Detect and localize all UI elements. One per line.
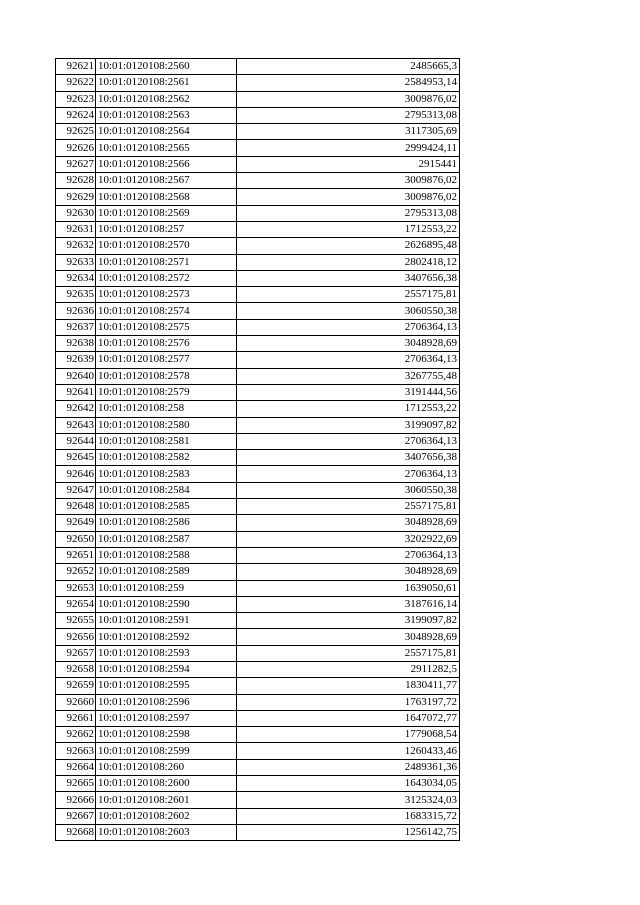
table-row [56, 270, 460, 286]
row-number-cell: 92638 [56, 336, 96, 352]
cadastral-number-cell: 10:01:0120108:2564 [96, 124, 237, 140]
row-number-cell: 92627 [56, 156, 96, 172]
value-cell: 3407656,38 [237, 450, 460, 466]
cadastral-number-cell: 10:01:0120108:2574 [96, 303, 237, 319]
row-number-cell: 92633 [56, 254, 96, 270]
table-row [56, 743, 460, 759]
table-row [56, 678, 460, 694]
row-number-cell: 92668 [56, 824, 96, 840]
value-cell: 2706364,13 [237, 352, 460, 368]
cadastral-number-cell: 10:01:0120108:2579 [96, 384, 237, 400]
row-number-cell: 92663 [56, 743, 96, 759]
row-number-cell: 92625 [56, 124, 96, 140]
cadastral-number-cell: 10:01:0120108:2561 [96, 75, 237, 91]
cadastral-number-cell: 10:01:0120108:2567 [96, 173, 237, 189]
value-cell: 2802418,12 [237, 254, 460, 270]
row-number-cell: 92631 [56, 221, 96, 237]
value-cell: 2795313,08 [237, 205, 460, 221]
cadastral-number-cell: 10:01:0120108:2560 [96, 59, 237, 75]
row-number-cell: 92632 [56, 238, 96, 254]
row-number-cell: 92650 [56, 531, 96, 547]
row-number-cell: 92644 [56, 433, 96, 449]
table-row [56, 776, 460, 792]
value-cell: 2795313,08 [237, 107, 460, 123]
row-number-cell: 92652 [56, 564, 96, 580]
row-number-cell: 92664 [56, 759, 96, 775]
table-row [56, 107, 460, 123]
cadastral-number-cell: 10:01:0120108:2584 [96, 482, 237, 498]
cadastral-number-cell: 10:01:0120108:2568 [96, 189, 237, 205]
row-number-cell: 92645 [56, 450, 96, 466]
value-cell: 3048928,69 [237, 629, 460, 645]
cadastral-number-cell: 10:01:0120108:260 [96, 759, 237, 775]
table-row [56, 75, 460, 91]
row-number-cell: 92649 [56, 515, 96, 531]
row-number-cell: 92624 [56, 107, 96, 123]
value-cell: 3202922,69 [237, 531, 460, 547]
cadastral-number-cell: 10:01:0120108:2591 [96, 613, 237, 629]
table-row [56, 221, 460, 237]
row-number-cell: 92647 [56, 482, 96, 498]
value-cell: 1639050,61 [237, 580, 460, 596]
cadastral-number-cell: 10:01:0120108:2572 [96, 270, 237, 286]
table-row [56, 629, 460, 645]
value-cell: 3125324,03 [237, 792, 460, 808]
cadastral-number-cell: 10:01:0120108:259 [96, 580, 237, 596]
table-row [56, 384, 460, 400]
table-row [56, 661, 460, 677]
cadastral-number-cell: 10:01:0120108:257 [96, 221, 237, 237]
value-cell: 2706364,13 [237, 433, 460, 449]
cadastral-number-cell: 10:01:0120108:2576 [96, 336, 237, 352]
table-row [56, 808, 460, 824]
value-cell: 2557175,81 [237, 499, 460, 515]
table-row [56, 205, 460, 221]
value-cell: 2706364,13 [237, 547, 460, 563]
cadastral-number-cell: 10:01:0120108:2580 [96, 417, 237, 433]
cadastral-number-cell: 10:01:0120108:2600 [96, 776, 237, 792]
value-cell: 2584953,14 [237, 75, 460, 91]
cadastral-number-cell: 10:01:0120108:2596 [96, 694, 237, 710]
table-row [56, 189, 460, 205]
table-row [56, 401, 460, 417]
row-number-cell: 92661 [56, 710, 96, 726]
value-cell: 2485665,3 [237, 59, 460, 75]
table-row [56, 547, 460, 563]
cadastral-number-cell: 10:01:0120108:2598 [96, 727, 237, 743]
cadastral-number-cell: 10:01:0120108:2597 [96, 710, 237, 726]
table-row [56, 173, 460, 189]
row-number-cell: 92651 [56, 547, 96, 563]
value-cell: 1779068,54 [237, 727, 460, 743]
row-number-cell: 92660 [56, 694, 96, 710]
table-row [56, 645, 460, 661]
row-number-cell: 92655 [56, 613, 96, 629]
table-row [56, 352, 460, 368]
value-cell: 2557175,81 [237, 645, 460, 661]
row-number-cell: 92637 [56, 319, 96, 335]
table-row [56, 450, 460, 466]
table-row [56, 156, 460, 172]
cadastral-number-cell: 10:01:0120108:2602 [96, 808, 237, 824]
table-row [56, 59, 460, 75]
cadastral-number-cell: 10:01:0120108:258 [96, 401, 237, 417]
value-cell: 1643034,05 [237, 776, 460, 792]
value-cell: 1256142,75 [237, 824, 460, 840]
table-row [56, 238, 460, 254]
table-row [56, 727, 460, 743]
cadastral-number-cell: 10:01:0120108:2592 [96, 629, 237, 645]
row-number-cell: 92622 [56, 75, 96, 91]
cadastral-number-cell: 10:01:0120108:2585 [96, 499, 237, 515]
value-cell: 1830411,77 [237, 678, 460, 694]
row-number-cell: 92653 [56, 580, 96, 596]
cadastral-number-cell: 10:01:0120108:2562 [96, 91, 237, 107]
value-cell: 3117305,69 [237, 124, 460, 140]
table-row [56, 417, 460, 433]
cadastral-number-cell: 10:01:0120108:2563 [96, 107, 237, 123]
row-number-cell: 92662 [56, 727, 96, 743]
cadastral-number-cell: 10:01:0120108:2581 [96, 433, 237, 449]
row-number-cell: 92621 [56, 59, 96, 75]
row-number-cell: 92642 [56, 401, 96, 417]
table-body [56, 59, 460, 841]
table-row [56, 596, 460, 612]
value-cell: 1683315,72 [237, 808, 460, 824]
value-cell: 2557175,81 [237, 287, 460, 303]
table-row [56, 466, 460, 482]
cadastral-number-cell: 10:01:0120108:2586 [96, 515, 237, 531]
value-cell: 3048928,69 [237, 564, 460, 580]
row-number-cell: 92643 [56, 417, 96, 433]
table-row [56, 482, 460, 498]
value-cell: 1712553,22 [237, 401, 460, 417]
table-row [56, 564, 460, 580]
value-cell: 3009876,02 [237, 173, 460, 189]
row-number-cell: 92654 [56, 596, 96, 612]
row-number-cell: 92641 [56, 384, 96, 400]
cadastral-number-cell: 10:01:0120108:2575 [96, 319, 237, 335]
table-row [56, 254, 460, 270]
table-row [56, 824, 460, 840]
value-cell: 3060550,38 [237, 303, 460, 319]
table-row [56, 613, 460, 629]
table-row [56, 710, 460, 726]
table-row [56, 140, 460, 156]
value-cell: 2999424,11 [237, 140, 460, 156]
row-number-cell: 92634 [56, 270, 96, 286]
row-number-cell: 92639 [56, 352, 96, 368]
cadastral-number-cell: 10:01:0120108:2594 [96, 661, 237, 677]
cadastral-number-cell: 10:01:0120108:2599 [96, 743, 237, 759]
cadastral-number-cell: 10:01:0120108:2566 [96, 156, 237, 172]
table-row [56, 580, 460, 596]
row-number-cell: 92666 [56, 792, 96, 808]
row-number-cell: 92659 [56, 678, 96, 694]
value-cell: 2626895,48 [237, 238, 460, 254]
table-row [56, 91, 460, 107]
value-cell: 3199097,82 [237, 613, 460, 629]
cadastral-number-cell: 10:01:0120108:2571 [96, 254, 237, 270]
value-cell: 1763197,72 [237, 694, 460, 710]
value-cell: 2706364,13 [237, 319, 460, 335]
value-cell: 3048928,69 [237, 515, 460, 531]
value-cell: 3060550,38 [237, 482, 460, 498]
row-number-cell: 92636 [56, 303, 96, 319]
cadastral-number-cell: 10:01:0120108:2582 [96, 450, 237, 466]
table-row [56, 531, 460, 547]
cadastral-number-cell: 10:01:0120108:2583 [96, 466, 237, 482]
value-cell: 1712553,22 [237, 221, 460, 237]
table-row [56, 759, 460, 775]
table-row [56, 368, 460, 384]
table-row [56, 792, 460, 808]
row-number-cell: 92630 [56, 205, 96, 221]
value-cell: 3009876,02 [237, 189, 460, 205]
value-cell: 3191444,56 [237, 384, 460, 400]
value-cell: 1260433,46 [237, 743, 460, 759]
row-number-cell: 92658 [56, 661, 96, 677]
cadastral-number-cell: 10:01:0120108:2573 [96, 287, 237, 303]
row-number-cell: 92667 [56, 808, 96, 824]
cadastral-number-cell: 10:01:0120108:2603 [96, 824, 237, 840]
cadastral-number-cell: 10:01:0120108:2569 [96, 205, 237, 221]
value-cell: 2915441 [237, 156, 460, 172]
cadastral-number-cell: 10:01:0120108:2589 [96, 564, 237, 580]
table-row [56, 124, 460, 140]
cadastral-number-cell: 10:01:0120108:2588 [96, 547, 237, 563]
table-row [56, 303, 460, 319]
table-row [56, 319, 460, 335]
value-cell: 3187616,14 [237, 596, 460, 612]
value-cell: 2911282,5 [237, 661, 460, 677]
value-cell: 3199097,82 [237, 417, 460, 433]
value-cell: 3048928,69 [237, 336, 460, 352]
row-number-cell: 92635 [56, 287, 96, 303]
row-number-cell: 92657 [56, 645, 96, 661]
table-row [56, 694, 460, 710]
table-row [56, 336, 460, 352]
row-number-cell: 92646 [56, 466, 96, 482]
row-number-cell: 92656 [56, 629, 96, 645]
table-row [56, 287, 460, 303]
cadastral-number-cell: 10:01:0120108:2601 [96, 792, 237, 808]
value-cell: 3009876,02 [237, 91, 460, 107]
table-row [56, 433, 460, 449]
table-row [56, 515, 460, 531]
cadastral-number-cell: 10:01:0120108:2578 [96, 368, 237, 384]
value-cell: 2489361,36 [237, 759, 460, 775]
cadastral-number-cell: 10:01:0120108:2565 [96, 140, 237, 156]
cadastral-number-cell: 10:01:0120108:2595 [96, 678, 237, 694]
value-cell: 1647072,77 [237, 710, 460, 726]
cadastral-number-cell: 10:01:0120108:2590 [96, 596, 237, 612]
data-table [55, 58, 460, 841]
cadastral-number-cell: 10:01:0120108:2587 [96, 531, 237, 547]
cadastral-number-cell: 10:01:0120108:2593 [96, 645, 237, 661]
row-number-cell: 92626 [56, 140, 96, 156]
cadastral-number-cell: 10:01:0120108:2570 [96, 238, 237, 254]
row-number-cell: 92623 [56, 91, 96, 107]
row-number-cell: 92629 [56, 189, 96, 205]
value-cell: 2706364,13 [237, 466, 460, 482]
row-number-cell: 92665 [56, 776, 96, 792]
table-row [56, 499, 460, 515]
cadastral-number-cell: 10:01:0120108:2577 [96, 352, 237, 368]
row-number-cell: 92628 [56, 173, 96, 189]
row-number-cell: 92648 [56, 499, 96, 515]
row-number-cell: 92640 [56, 368, 96, 384]
value-cell: 3267755,48 [237, 368, 460, 384]
value-cell: 3407656,38 [237, 270, 460, 286]
